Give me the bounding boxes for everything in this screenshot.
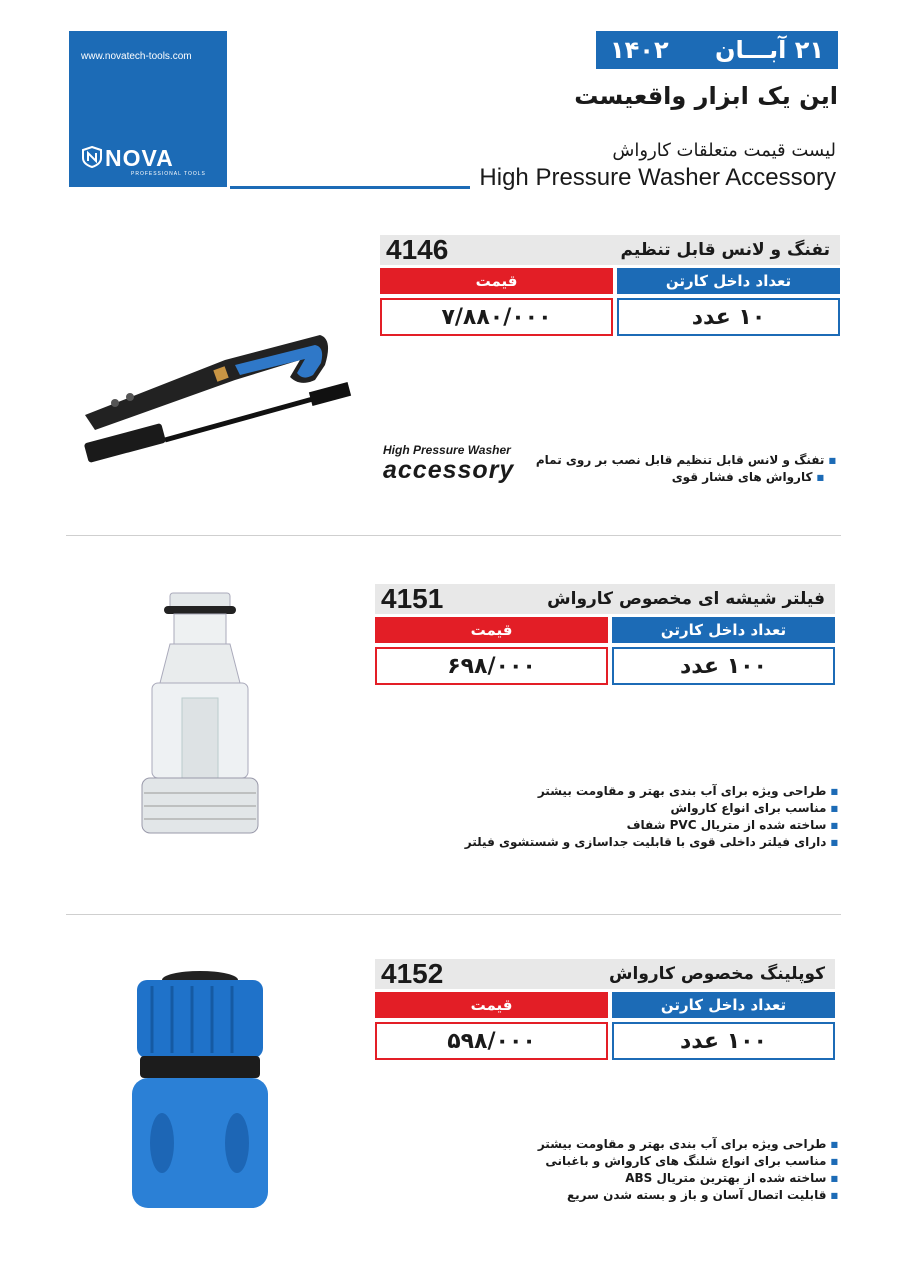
feature-item-continued: ■ کارواش های فشار قوی bbox=[536, 469, 836, 486]
feature-item: ■ مناسب برای انواع شلنگ های کارواش و باغبانی bbox=[538, 1153, 838, 1170]
nova-shield-icon bbox=[81, 146, 103, 168]
product-card-4151 bbox=[375, 584, 835, 685]
list-title-fa: لیست قیمت متعلقات کارواش bbox=[612, 140, 836, 161]
feature-item: ■ مناسب برای انواع کارواش bbox=[465, 800, 838, 817]
carton-header: تعداد داخل کارتن bbox=[617, 268, 840, 294]
feature-item: ■ دارای فیلتر داخلی قوی با قابلیت جداسازی و شستشوی فیلتر bbox=[465, 834, 838, 851]
slogan: این یک ابزار واقعیست bbox=[574, 82, 838, 110]
feature-item: ■ طراحی ویژه برای آب بندی بهتر و مقاومت بیشتر bbox=[538, 1136, 838, 1153]
date-year: ۱۴۰۲ bbox=[610, 36, 669, 64]
feature-item: ■ تفنگ و لانس قابل تنظیم قابل نصب بر روی تمام bbox=[536, 452, 836, 469]
price-value: ۵۹۸/۰۰۰ bbox=[375, 1022, 608, 1060]
hpw-label-line2: accessory bbox=[383, 456, 515, 484]
list-title-en: High Pressure Washer Accessory bbox=[479, 164, 836, 191]
nova-logo-box bbox=[69, 31, 227, 187]
date-day-month: ۲۱ آبـــان bbox=[715, 36, 824, 64]
product-name: تفنگ و لانس قابل تنظیم bbox=[620, 240, 830, 260]
features-list-4152 bbox=[538, 1136, 838, 1204]
product-name: فیلتر شیشه ای مخصوص کارواش bbox=[547, 589, 825, 609]
features-list-4151 bbox=[465, 783, 838, 851]
brand-name: NOVA bbox=[105, 145, 174, 171]
website-url: www.novatech-tools.com bbox=[81, 51, 192, 62]
carton-header: تعداد داخل کارتن bbox=[612, 617, 835, 643]
coupling-image bbox=[122, 968, 277, 1218]
product-name: کوپلینگ مخصوص کارواش bbox=[609, 964, 825, 984]
carton-qty: ۱۰ عدد bbox=[617, 298, 840, 336]
product-title-bar bbox=[380, 235, 840, 265]
price-value: ۶۹۸/۰۰۰ bbox=[375, 647, 608, 685]
product-code: 4146 bbox=[386, 234, 449, 265]
header-underline bbox=[230, 186, 470, 189]
divider bbox=[66, 914, 841, 915]
glass-filter-image bbox=[130, 588, 275, 843]
price-header: قیمت bbox=[375, 617, 608, 643]
feature-item: ■ ساخته شده از بهترین متریال ABS bbox=[538, 1170, 838, 1187]
product-title-bar bbox=[375, 584, 835, 614]
product-card-4146 bbox=[380, 235, 840, 336]
product-code: 4152 bbox=[381, 958, 444, 989]
product-code: 4151 bbox=[381, 583, 444, 614]
product-title-bar bbox=[375, 959, 835, 989]
brand-subtitle: PROFESSIONAL TOOLS bbox=[131, 171, 206, 177]
date-bar bbox=[596, 31, 838, 69]
price-header: قیمت bbox=[380, 268, 613, 294]
carton-qty: ۱۰۰ عدد bbox=[612, 647, 835, 685]
divider bbox=[66, 535, 841, 536]
feature-item: ■ قابلیت اتصال آسان و باز و بسته شدن سریع bbox=[538, 1187, 838, 1204]
hpw-accessory-label bbox=[383, 443, 514, 483]
feature-item: ■ ساخته شده از متریال PVC شفاف bbox=[465, 817, 838, 834]
price-header: قیمت bbox=[375, 992, 608, 1018]
carton-header: تعداد داخل کارتن bbox=[612, 992, 835, 1018]
feature-item: ■ طراحی ویژه برای آب بندی بهتر و مقاومت بیشتر bbox=[465, 783, 838, 800]
price-value: ۷/۸۸۰/۰۰۰ bbox=[380, 298, 613, 336]
hpw-label-line1: High Pressure Washer bbox=[383, 443, 511, 457]
carton-qty: ۱۰۰ عدد bbox=[612, 1022, 835, 1060]
features-list-4146 bbox=[536, 452, 836, 486]
product-card-4152 bbox=[375, 959, 835, 1060]
spray-gun-image bbox=[75, 325, 370, 465]
